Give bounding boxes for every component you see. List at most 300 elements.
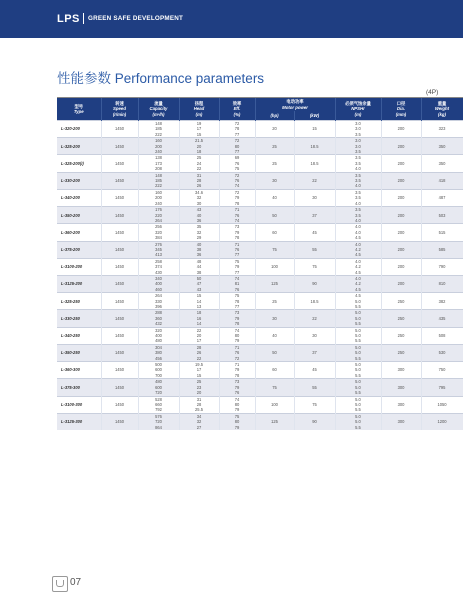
cell-eff: 79 xyxy=(219,407,255,413)
cell-npshr: 3.5 xyxy=(335,178,381,183)
cell-hp: 40 xyxy=(255,327,294,344)
cell-type: L-330-200 xyxy=(57,172,101,189)
cell-eff: 76 xyxy=(219,287,255,293)
cell-npshr: 4.0 xyxy=(335,224,381,230)
cell-eff: 78 xyxy=(219,373,255,379)
cell-eff: 79 xyxy=(219,264,255,269)
table-row xyxy=(57,310,463,316)
cell-dia: 300 xyxy=(381,362,421,379)
cell-head: 38 xyxy=(179,247,219,252)
cell-capacity: 240 xyxy=(138,201,179,207)
cell-eff: 75 xyxy=(219,258,255,264)
table-row xyxy=(57,155,463,161)
cell-weight: 795 xyxy=(421,379,463,396)
cell-weight: 530 xyxy=(421,344,463,361)
cell-npshr: 5.5 xyxy=(335,407,381,413)
cell-head: 18 xyxy=(179,149,219,155)
cell-head: 25.5 xyxy=(179,407,219,413)
cell-dia: 300 xyxy=(381,396,421,413)
cell-npshr: 3.5 xyxy=(335,207,381,213)
cell-eff: 75 xyxy=(219,166,255,172)
cell-eff: 76 xyxy=(219,247,255,252)
cell-speed: 1450 xyxy=(101,241,138,258)
cell-npshr: 5.0 xyxy=(335,367,381,372)
cell-head: 32 xyxy=(179,419,219,424)
cell-npshr: 4.5 xyxy=(335,293,381,299)
cell-weight: 1050 xyxy=(421,396,463,413)
cell-capacity: 288 xyxy=(138,310,179,316)
cell-eff: 76 xyxy=(219,390,255,396)
cell-head: 32 xyxy=(179,195,219,200)
cell-capacity: 400 xyxy=(138,281,179,286)
table-row xyxy=(57,138,463,144)
cell-head: 20 xyxy=(179,390,219,396)
cell-capacity: 576 xyxy=(138,413,179,419)
cell-capacity: 430 xyxy=(138,270,179,276)
col-npshr-header: 必须气蚀余量 NPSHr (m) xyxy=(335,98,381,121)
col-type-header: 型号 Type xyxy=(57,98,101,121)
cell-speed: 1450 xyxy=(101,155,138,172)
cell-npshr: 3.5 xyxy=(335,172,381,178)
cell-npshr: 4.2 xyxy=(335,264,381,269)
cell-dia: 200 xyxy=(381,189,421,206)
cell-dia: 200 xyxy=(381,275,421,292)
cell-type: L-375-200 xyxy=(57,241,101,258)
cell-speed: 1450 xyxy=(101,396,138,413)
cell-npshr: 4.0 xyxy=(335,166,381,172)
cell-head: 15 xyxy=(179,132,219,138)
table-row xyxy=(57,413,463,419)
cell-npshr: 5.0 xyxy=(335,299,381,304)
col-capacity-header: 流量 Capacity (m³/h) xyxy=(138,98,179,121)
cell-eff: 73 xyxy=(219,224,255,230)
cell-kw: 18.5 xyxy=(294,155,335,172)
cell-head: 19.5 xyxy=(179,362,219,368)
cell-capacity: 700 xyxy=(138,373,179,379)
cell-head: 31 xyxy=(179,172,219,178)
cell-npshr: 5.0 xyxy=(335,333,381,338)
cell-type: L-3125-300 xyxy=(57,413,101,430)
cell-eff: 71 xyxy=(219,241,255,247)
cell-capacity: 600 xyxy=(138,385,179,390)
cell-capacity: 384 xyxy=(138,235,179,241)
cell-kw: 30 xyxy=(294,189,335,206)
cell-head: 21.5 xyxy=(179,138,219,144)
cell-hp: 100 xyxy=(255,258,294,275)
cell-hp: 40 xyxy=(255,189,294,206)
cell-npshr: 4.0 xyxy=(335,258,381,264)
cell-type: L-3100-200 xyxy=(57,258,101,275)
cell-eff: 77 xyxy=(219,270,255,276)
cell-npshr: 4.0 xyxy=(335,201,381,207)
cell-head: 26 xyxy=(179,350,219,355)
cell-kw: 55 xyxy=(294,379,335,396)
cell-dia: 200 xyxy=(381,207,421,224)
cell-hp: 50 xyxy=(255,344,294,361)
cell-eff: 80 xyxy=(219,144,255,149)
cell-head: 35 xyxy=(179,224,219,230)
brand-tagline: GREEN SAFE DEVELOPMENT xyxy=(88,15,184,22)
cell-speed: 1450 xyxy=(101,207,138,224)
brand-divider xyxy=(83,13,84,24)
footer-logo-icon xyxy=(52,576,68,592)
cell-weight: 810 xyxy=(421,275,463,292)
cell-eff: 79 xyxy=(219,385,255,390)
cell-head: 22 xyxy=(179,327,219,333)
cell-speed: 1450 xyxy=(101,413,138,430)
cell-type: L-3125-200 xyxy=(57,275,101,292)
cell-hp: 30 xyxy=(255,172,294,189)
cell-npshr: 5.0 xyxy=(335,362,381,368)
cell-head: 44 xyxy=(179,264,219,269)
cell-weight: 750 xyxy=(421,362,463,379)
cell-npshr: 5.0 xyxy=(335,379,381,385)
cell-capacity: 148 xyxy=(138,121,179,127)
cell-capacity: 222 xyxy=(138,132,179,138)
cell-head: 43 xyxy=(179,287,219,293)
cell-capacity: 264 xyxy=(138,293,179,299)
cell-dia: 200 xyxy=(381,241,421,258)
cell-npshr: 3.0 xyxy=(335,144,381,149)
cell-hp: 125 xyxy=(255,413,294,430)
cell-capacity: 340 xyxy=(138,275,179,281)
cell-capacity: 345 xyxy=(138,247,179,252)
cell-eff: 78 xyxy=(219,126,255,131)
cell-head: 22 xyxy=(179,166,219,172)
cell-capacity: 380 xyxy=(138,350,179,355)
cell-capacity: 396 xyxy=(138,304,179,310)
cell-head: 38 xyxy=(179,270,219,276)
cell-kw: 45 xyxy=(294,362,335,379)
cell-npshr: 5.5 xyxy=(335,321,381,327)
cell-npshr: 3.0 xyxy=(335,126,381,131)
cell-head: 34 xyxy=(179,413,219,419)
cell-npshr: 5.5 xyxy=(335,390,381,396)
cell-capacity: 864 xyxy=(138,425,179,430)
cell-npshr: 3.0 xyxy=(335,121,381,127)
cell-head: 14 xyxy=(179,321,219,327)
cell-capacity: 360 xyxy=(138,316,179,321)
cell-npshr: 4.0 xyxy=(335,183,381,189)
cell-eff: 76 xyxy=(219,178,255,183)
cell-dia: 200 xyxy=(381,172,421,189)
cell-capacity: 138 xyxy=(138,155,179,161)
cell-eff: 72 xyxy=(219,121,255,127)
cell-capacity: 460 xyxy=(138,287,179,293)
cell-capacity: 240 xyxy=(138,149,179,155)
cell-capacity: 258 xyxy=(138,258,179,264)
cell-head: 17 xyxy=(179,367,219,372)
cell-hp: 20 xyxy=(255,121,294,138)
cell-eff: 80 xyxy=(219,419,255,424)
cell-dia: 200 xyxy=(381,121,421,138)
cell-dia: 300 xyxy=(381,379,421,396)
cell-head: 26 xyxy=(179,183,219,189)
cell-kw: 18.5 xyxy=(294,293,335,310)
cell-capacity: 200 xyxy=(138,195,179,200)
cell-head: 34.6 xyxy=(179,189,219,195)
cell-dia: 200 xyxy=(381,155,421,172)
cell-npshr: 4.0 xyxy=(335,241,381,247)
cell-capacity: 500 xyxy=(138,362,179,368)
cell-npshr: 3.5 xyxy=(335,149,381,155)
cell-npshr: 3.0 xyxy=(335,138,381,144)
cell-eff: 77 xyxy=(219,132,255,138)
cell-weight: 515 xyxy=(421,224,463,241)
cell-npshr: 5.5 xyxy=(335,356,381,362)
cell-dia: 200 xyxy=(381,224,421,241)
table-row xyxy=(57,275,463,281)
cell-type: L-350-250 xyxy=(57,344,101,361)
cell-capacity: 528 xyxy=(138,396,179,402)
cell-eff: 75 xyxy=(219,293,255,299)
cell-head: 47 xyxy=(179,281,219,286)
cell-npshr: 5.0 xyxy=(335,310,381,316)
cell-npshr: 4.0 xyxy=(335,230,381,235)
cell-eff: 77 xyxy=(219,252,255,258)
cell-head: 22 xyxy=(179,356,219,362)
cell-kw: 22 xyxy=(294,172,335,189)
cell-npshr: 5.0 xyxy=(335,344,381,350)
cell-hp: 30 xyxy=(255,310,294,327)
cell-speed: 1450 xyxy=(101,172,138,189)
cell-type: L-325-200 xyxy=(57,138,101,155)
cell-dia: 250 xyxy=(381,327,421,344)
table-row xyxy=(57,293,463,299)
col-dia-header: 口径 Dia. (mm) xyxy=(381,98,421,121)
cell-head: 25 xyxy=(179,379,219,385)
page-number: 07 xyxy=(70,577,82,588)
cell-head: 36 xyxy=(179,218,219,224)
cell-npshr: 5.0 xyxy=(335,316,381,321)
cell-npshr: 3.5 xyxy=(335,213,381,218)
cell-eff: 79 xyxy=(219,195,255,200)
cell-capacity: 400 xyxy=(138,333,179,338)
cell-capacity: 222 xyxy=(138,183,179,189)
cell-npshr: 5.0 xyxy=(335,396,381,402)
cell-kw: 30 xyxy=(294,327,335,344)
cell-eff: 71 xyxy=(219,344,255,350)
cell-head: 17 xyxy=(179,338,219,344)
cell-head: 28 xyxy=(179,344,219,350)
cell-capacity: 320 xyxy=(138,327,179,333)
cell-capacity: 264 xyxy=(138,218,179,224)
cell-head: 13 xyxy=(179,304,219,310)
col-weight-header: 重量 Weight (kg) xyxy=(421,98,463,121)
cell-weight: 585 xyxy=(421,241,463,258)
cell-type: L-375-300 xyxy=(57,379,101,396)
cell-weight: 1200 xyxy=(421,413,463,430)
cell-eff: 74 xyxy=(219,396,255,402)
cell-head: 48 xyxy=(179,258,219,264)
cell-speed: 1450 xyxy=(101,362,138,379)
cell-npshr: 5.0 xyxy=(335,413,381,419)
cell-head: 23 xyxy=(179,385,219,390)
cell-dia: 250 xyxy=(381,310,421,327)
cell-head: 31 xyxy=(179,396,219,402)
cell-head: 40 xyxy=(179,213,219,218)
cell-head: 50 xyxy=(179,275,219,281)
cell-speed: 1450 xyxy=(101,327,138,344)
cell-eff: 71 xyxy=(219,207,255,213)
cell-type: L-340-200 xyxy=(57,189,101,206)
cell-head: 24 xyxy=(179,161,219,166)
table-row xyxy=(57,207,463,213)
cell-capacity: 185 xyxy=(138,126,179,131)
cell-type: L-350-200 xyxy=(57,207,101,224)
cell-kw: 75 xyxy=(294,396,335,413)
cell-capacity: 720 xyxy=(138,390,179,396)
cell-speed: 1450 xyxy=(101,293,138,310)
cell-npshr: 4.5 xyxy=(335,287,381,293)
cell-capacity: 148 xyxy=(138,172,179,178)
cell-hp: 75 xyxy=(255,379,294,396)
cell-eff: 80 xyxy=(219,402,255,407)
table-row xyxy=(57,121,463,127)
cell-capacity: 208 xyxy=(138,166,179,172)
cell-npshr: 4.2 xyxy=(335,247,381,252)
cell-npshr: 4.5 xyxy=(335,252,381,258)
cell-weight: 382 xyxy=(421,293,463,310)
cell-capacity: 160 xyxy=(138,138,179,144)
cell-npshr: 5.0 xyxy=(335,327,381,333)
cell-eff: 78 xyxy=(219,235,255,241)
cell-capacity: 374 xyxy=(138,264,179,269)
pole-note: (4P) xyxy=(426,89,439,96)
cell-head: 20 xyxy=(179,144,219,149)
cell-kw: 55 xyxy=(294,241,335,258)
cell-eff: 77 xyxy=(219,149,255,155)
col-kw-header: (kW) xyxy=(294,111,335,121)
cell-head: 36 xyxy=(179,252,219,258)
cell-npshr: 5.5 xyxy=(335,373,381,379)
col-head-header: 扬程 Head (m) xyxy=(179,98,219,121)
cell-head: 25 xyxy=(179,155,219,161)
cell-speed: 1450 xyxy=(101,224,138,241)
cell-hp: 60 xyxy=(255,362,294,379)
cell-head: 15 xyxy=(179,293,219,299)
cell-eff: 72 xyxy=(219,172,255,178)
cell-npshr: 5.0 xyxy=(335,350,381,355)
cell-eff: 79 xyxy=(219,367,255,372)
cell-capacity: 220 xyxy=(138,213,179,218)
cell-eff: 74 xyxy=(219,275,255,281)
cell-dia: 200 xyxy=(381,258,421,275)
cell-head: 30 xyxy=(179,201,219,207)
cell-head: 20 xyxy=(179,333,219,338)
cell-weight: 790 xyxy=(421,258,463,275)
col-hp-header: (hp) xyxy=(255,111,294,121)
cell-npshr: 5.5 xyxy=(335,304,381,310)
cell-kw: 22 xyxy=(294,310,335,327)
cell-speed: 1450 xyxy=(101,275,138,292)
table-row xyxy=(57,224,463,230)
cell-weight: 503 xyxy=(421,207,463,224)
cell-eff: 74 xyxy=(219,327,255,333)
cell-capacity: 413 xyxy=(138,252,179,258)
cell-eff: 72 xyxy=(219,138,255,144)
cell-eff: 77 xyxy=(219,304,255,310)
cell-capacity: 720 xyxy=(138,419,179,424)
cell-npshr: 3.5 xyxy=(335,161,381,166)
cell-hp: 60 xyxy=(255,224,294,241)
cell-capacity: 304 xyxy=(138,344,179,350)
table-row xyxy=(57,344,463,350)
cell-type: L-325-200(I) xyxy=(57,155,101,172)
cell-head: 19 xyxy=(179,121,219,127)
cell-head: 18 xyxy=(179,310,219,316)
cell-capacity: 185 xyxy=(138,178,179,183)
cell-eff: 74 xyxy=(219,218,255,224)
table-header-row xyxy=(57,98,463,111)
cell-npshr: 3.5 xyxy=(335,189,381,195)
cell-speed: 1450 xyxy=(101,344,138,361)
cell-speed: 1450 xyxy=(101,189,138,206)
cell-kw: 90 xyxy=(294,413,335,430)
cell-capacity: 176 xyxy=(138,207,179,213)
cell-capacity: 173 xyxy=(138,161,179,166)
cell-head: 29 xyxy=(179,235,219,241)
top-banner xyxy=(0,0,463,38)
cell-capacity: 200 xyxy=(138,144,179,149)
cell-kw: 90 xyxy=(294,275,335,292)
page-title: 性能参数 Performance parameters xyxy=(57,71,265,86)
cell-npshr: 5.0 xyxy=(335,385,381,390)
cell-eff: 79 xyxy=(219,425,255,430)
cell-npshr: 3.5 xyxy=(335,155,381,161)
cell-weight: 508 xyxy=(421,327,463,344)
cell-head: 17 xyxy=(179,126,219,131)
cell-type: L-340-250 xyxy=(57,327,101,344)
table-row xyxy=(57,189,463,195)
cell-hp: 25 xyxy=(255,293,294,310)
table-row xyxy=(57,241,463,247)
cell-kw: 37 xyxy=(294,344,335,361)
cell-dia: 200 xyxy=(381,138,421,155)
cell-npshr: 4.0 xyxy=(335,275,381,281)
col-speed-header: 转速 Speed (r/min) xyxy=(101,98,138,121)
cell-type: L-360-200 xyxy=(57,224,101,241)
cell-weight: 323 xyxy=(421,121,463,138)
cell-eff: 72 xyxy=(219,356,255,362)
table-row xyxy=(57,258,463,264)
cell-type: L-325-250 xyxy=(57,293,101,310)
cell-capacity: 256 xyxy=(138,224,179,230)
cell-weight: 418 xyxy=(421,172,463,189)
table-body xyxy=(57,121,463,430)
cell-npshr: 3.5 xyxy=(335,195,381,200)
cell-eff: 72 xyxy=(219,189,255,195)
cell-eff: 78 xyxy=(219,321,255,327)
cell-npshr: 4.2 xyxy=(335,281,381,286)
cell-weight: 487 xyxy=(421,189,463,206)
cell-eff: 75 xyxy=(219,413,255,419)
cell-eff: 71 xyxy=(219,362,255,368)
cell-hp: 50 xyxy=(255,207,294,224)
cell-kw: 15 xyxy=(294,121,335,138)
cell-kw: 18.5 xyxy=(294,138,335,155)
cell-speed: 1450 xyxy=(101,258,138,275)
cell-capacity: 480 xyxy=(138,338,179,344)
col-eff-header: 效率 Eff. (%) xyxy=(219,98,255,121)
cell-weight: 350 xyxy=(421,155,463,172)
cell-speed: 1450 xyxy=(101,310,138,327)
table-row xyxy=(57,362,463,368)
cell-dia: 250 xyxy=(381,293,421,310)
cell-eff: 79 xyxy=(219,230,255,235)
cell-kw: 37 xyxy=(294,207,335,224)
cell-hp: 25 xyxy=(255,155,294,172)
